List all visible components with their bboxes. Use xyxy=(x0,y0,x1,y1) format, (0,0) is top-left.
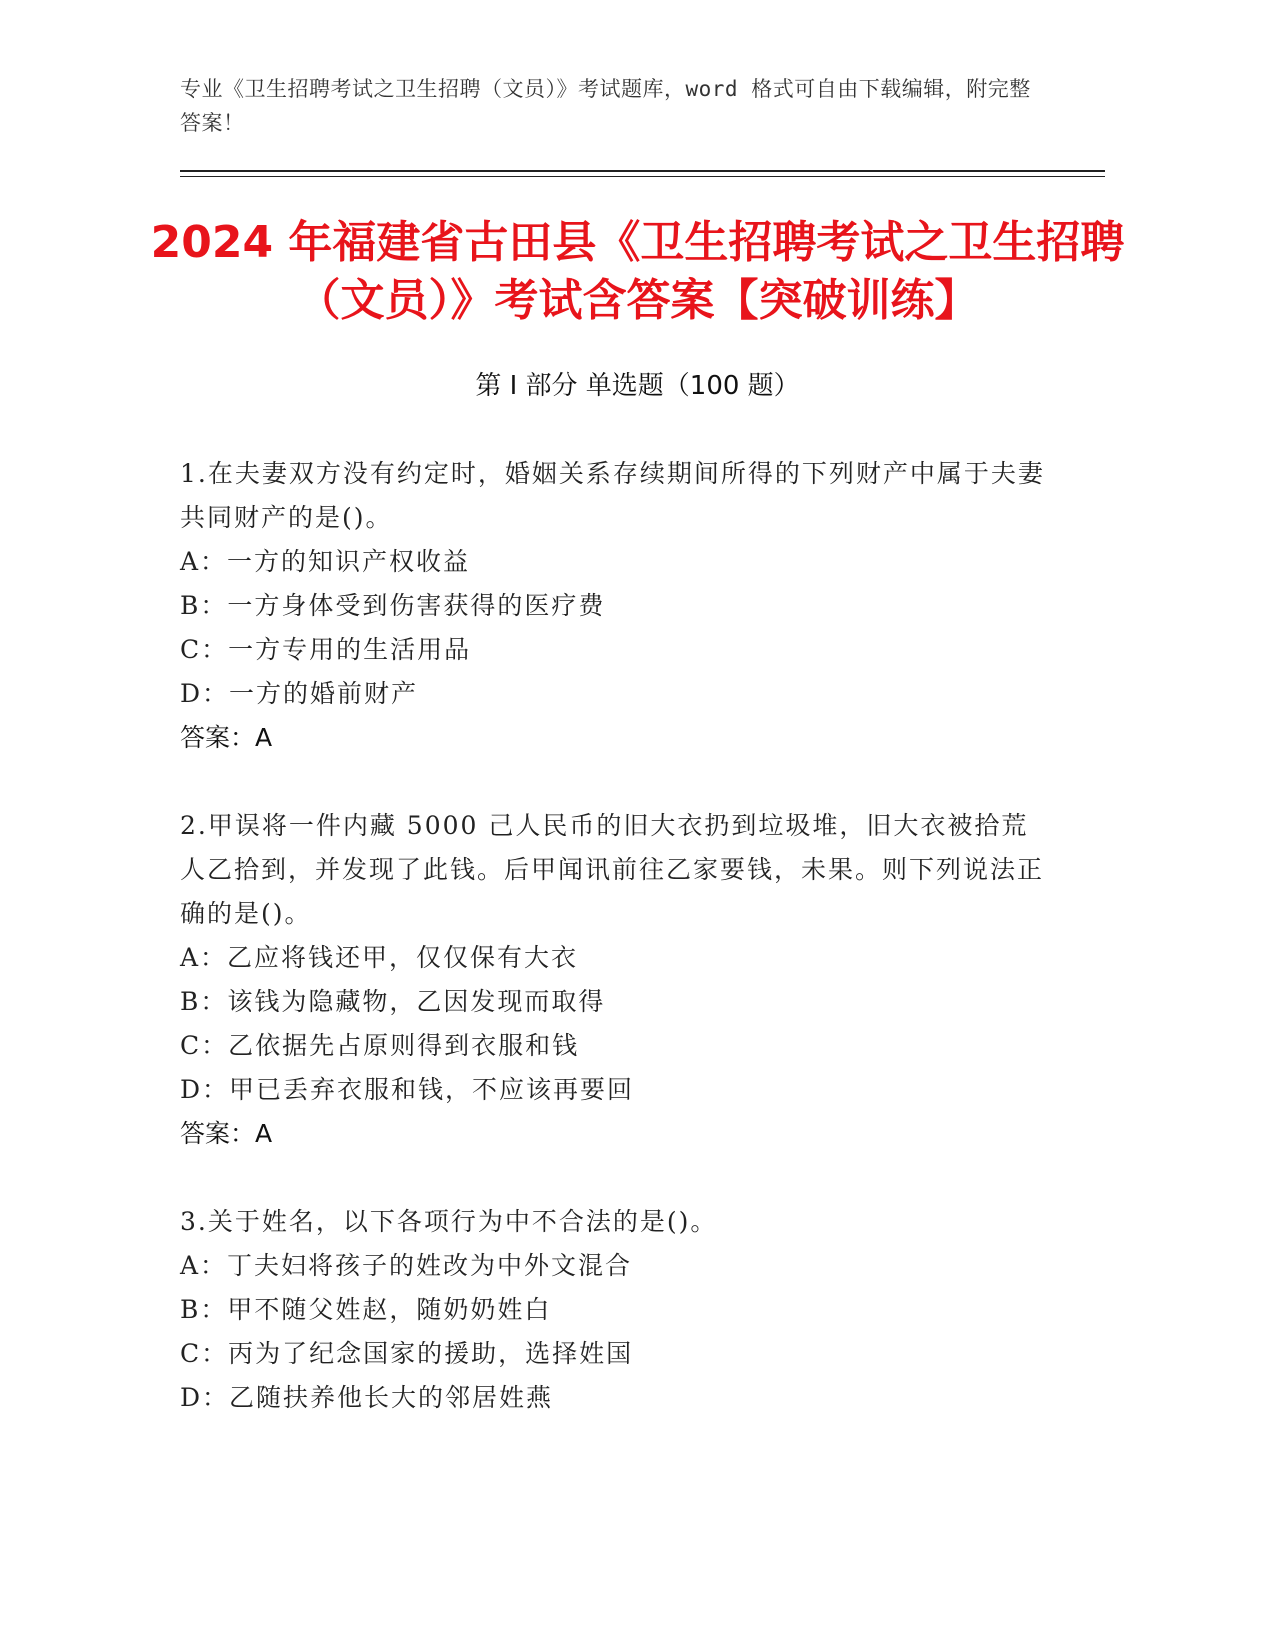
option-b: B：该钱为隐藏物，乙因发现而取得 xyxy=(180,987,606,1016)
answer-text: 答案：A xyxy=(180,723,273,752)
option-b: B：一方身体受到伤害获得的医疗费 xyxy=(180,591,606,620)
header-note: 专业《卫生招聘考试之卫生招聘（文员）》考试题库，word 格式可自由下载编辑，附完整答案！ xyxy=(180,77,1031,135)
option-c: C：丙为了纪念国家的援助，选择姓国 xyxy=(180,1339,634,1368)
question-list xyxy=(180,452,1050,1464)
question-item xyxy=(180,804,1050,1156)
document-title: 2024 年福建省古田县《卫生招聘考试之卫生招聘（文员）》考试含答案【突破训练】 xyxy=(150,217,1125,326)
section-title: 第 I 部分 单选题（100 题） xyxy=(475,371,800,401)
option-a: A：一方的知识产权收益 xyxy=(180,547,471,576)
option-a: A：丁夫妇将孩子的姓改为中外文混合 xyxy=(180,1251,633,1280)
option-b: B：甲不随父姓赵，随奶奶姓白 xyxy=(180,1295,552,1324)
option-c: C：一方专用的生活用品 xyxy=(180,635,472,664)
answer-text: 答案：A xyxy=(180,1119,273,1148)
question-item xyxy=(180,452,1050,760)
option-c: C：乙依据先占原则得到衣服和钱 xyxy=(180,1031,580,1060)
option-d: D：一方的婚前财产 xyxy=(180,679,419,708)
header-rule-thick xyxy=(180,170,1105,172)
question-stem: 1.在夫妻双方没有约定时，婚姻关系存续期间所得的下列财产中属于夫妻共同财产的是()。 xyxy=(180,459,1045,532)
option-d: D：甲已丢弃衣服和钱，不应该再要回 xyxy=(180,1075,635,1104)
question-item xyxy=(180,1200,1050,1420)
question-stem: 3.关于姓名，以下各项行为中不合法的是()。 xyxy=(180,1207,718,1236)
option-d: D：乙随扶养他长大的邻居姓燕 xyxy=(180,1383,554,1412)
question-stem: 2.甲误将一件内藏 5000 己人民币的旧大衣扔到垃圾堆，旧大衣被拾荒人乙拾到，并发现了此钱。后甲闻讯前往乙家要钱，未果。则下列说法正确的是()。 xyxy=(180,811,1045,928)
option-a: A：乙应将钱还甲，仅仅保有大衣 xyxy=(180,943,579,972)
header-rule-thin xyxy=(180,176,1105,177)
